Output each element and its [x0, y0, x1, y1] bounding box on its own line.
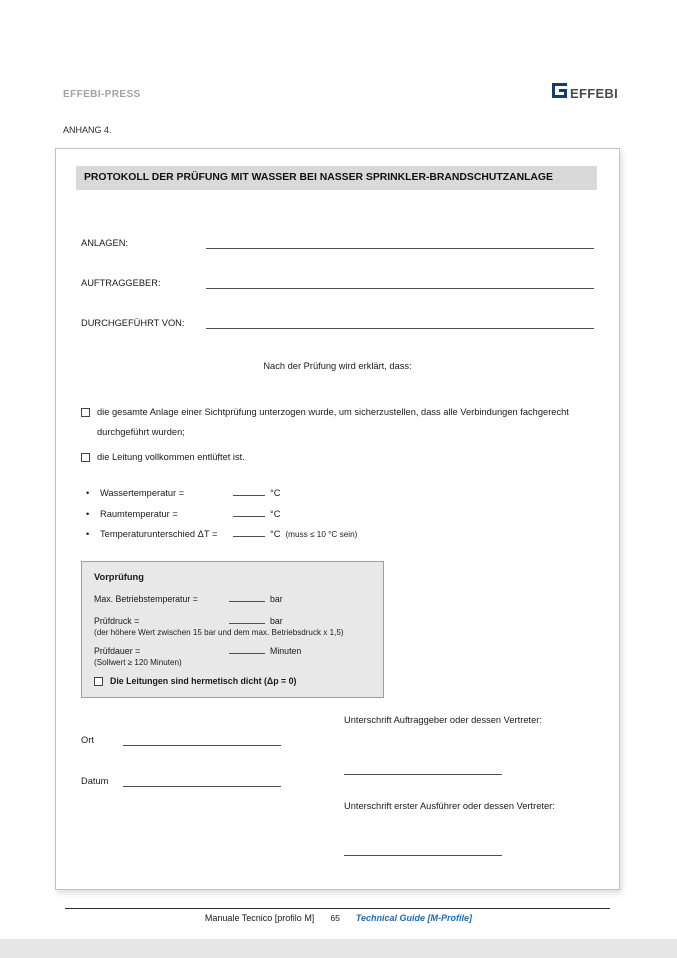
- bullet-icon: •: [86, 488, 90, 498]
- field-durchgefuehrt-von-line: [206, 317, 594, 329]
- pretest-check-hermetisch: [94, 676, 371, 686]
- measurement-temperaturunterschied: [86, 524, 594, 546]
- vorpruefung-box: [81, 561, 384, 698]
- pretest-unit: Minuten: [270, 646, 302, 656]
- pretest-row-betriebstemperatur: [94, 592, 371, 604]
- measurement-label: Temperaturunterschied ΔT =: [100, 529, 218, 540]
- measurement-note: (muss ≤ 10 °C sein): [285, 530, 358, 540]
- footer-divider: [65, 908, 610, 909]
- field-anlagen-line: [206, 237, 594, 249]
- check-item-sichtpruefung: [81, 403, 577, 443]
- measurement-label: Raumtemperatur =: [100, 508, 178, 519]
- ort-field: [81, 734, 281, 746]
- field-durchgefuehrt-von-label: DURCHGEFÜHRT VON:: [81, 318, 185, 328]
- field-durchgefuehrt-von: [81, 317, 594, 329]
- pretest-blank-line: [229, 614, 265, 624]
- ort-label: Ort: [81, 735, 94, 745]
- declaration-intro: Nach der Prüfung wird erklärt, dass:: [263, 361, 412, 371]
- signature-client-label: Unterschrift Auftraggeber oder dessen Vertreter:: [344, 715, 542, 725]
- pretest-label: Prüfdauer =: [94, 646, 141, 656]
- checkbox-icon: [81, 408, 90, 417]
- pretest-unit: bar: [270, 594, 283, 604]
- vorpruefung-title: Vorprüfung: [94, 572, 144, 582]
- footer-technical-guide: Technical Guide [M-Profile]: [355, 913, 473, 923]
- measurement-list: [86, 483, 594, 546]
- annex-label: ANHANG 4.: [63, 125, 112, 135]
- pretest-label: Max. Betriebstemperatur =: [94, 594, 198, 604]
- field-anlagen-label: ANLAGEN:: [81, 238, 129, 248]
- datum-label: Datum: [81, 776, 109, 786]
- page-bottom-margin: [0, 939, 677, 958]
- signature-client-line: [344, 774, 502, 775]
- measurement-blank-line: [233, 486, 265, 496]
- datum-line: [123, 775, 281, 787]
- pretest-note: (Sollwert ≥ 120 Minuten): [94, 658, 182, 667]
- pretest-check-text: Die Leitungen sind hermetisch dicht (Δp = 0): [110, 676, 297, 686]
- header-fields: [81, 237, 594, 357]
- checkbox-icon: [94, 677, 103, 686]
- measurement-raumtemperatur: [86, 504, 594, 525]
- datum-field: [81, 775, 281, 787]
- measurement-unit: °C: [270, 488, 281, 498]
- footer-page-number: 65: [330, 913, 340, 923]
- pretest-row-pruefdruck: [94, 614, 371, 626]
- measurement-blank-line: [233, 527, 265, 537]
- pretest-row-pruefdauer: [94, 644, 371, 656]
- signature-executor-label: Unterschrift erster Ausführer oder dessen Vertreter:: [344, 801, 555, 811]
- checkbox-icon: [81, 453, 90, 462]
- signature-executor-line: [344, 855, 502, 856]
- field-auftraggeber-line: [206, 277, 594, 289]
- pretest-blank-line: [229, 592, 265, 602]
- pretest-blank-line: [229, 644, 265, 654]
- bullet-icon: •: [86, 529, 90, 540]
- measurement-blank-line: [233, 507, 265, 517]
- field-auftraggeber-label: AUFTRAGGEBER:: [81, 278, 161, 288]
- pretest-label: Prüfdruck =: [94, 616, 140, 626]
- measurement-wassertemperatur: [86, 483, 594, 504]
- footer-manual-title: Manuale Tecnico [profilo M]: [204, 913, 315, 923]
- pretest-note: (der höhere Wert zwischen 15 bar und dem max. Betriebsdruck x 1,5): [94, 628, 344, 637]
- effebi-logo-text: EFFEBI: [570, 85, 619, 101]
- ort-line: [123, 734, 281, 746]
- bullet-icon: •: [86, 508, 90, 519]
- protocol-form: [55, 148, 620, 890]
- effebi-logo: [551, 83, 618, 103]
- header-brand: EFFEBI-PRESS: [63, 89, 141, 100]
- check-item-text: die Leitung vollkommen entlüftet ist.: [97, 451, 245, 462]
- form-title: PROTOKOLL DER PRÜFUNG MIT WASSER BEI NASSER SPRINKLER-BRANDSCHUTZANLAGE: [76, 166, 597, 190]
- effebi-logo-icon: [551, 83, 568, 103]
- pretest-unit: bar: [270, 616, 283, 626]
- field-anlagen: [81, 237, 594, 249]
- measurement-label: Wassertemperatur =: [100, 488, 185, 498]
- measurement-unit: °C: [270, 508, 281, 519]
- field-auftraggeber: [81, 277, 594, 289]
- page-footer: [0, 913, 677, 923]
- measurement-unit: °C: [270, 529, 281, 540]
- check-item-text: die gesamte Anlage einer Sichtprüfung unterzogen wurde, um sicherzustellen, dass alle Verbindungen fachgerecht durchgeführt wurden;: [97, 407, 569, 437]
- check-item-entlueftet: [81, 448, 577, 468]
- declaration-checklist: [81, 403, 577, 473]
